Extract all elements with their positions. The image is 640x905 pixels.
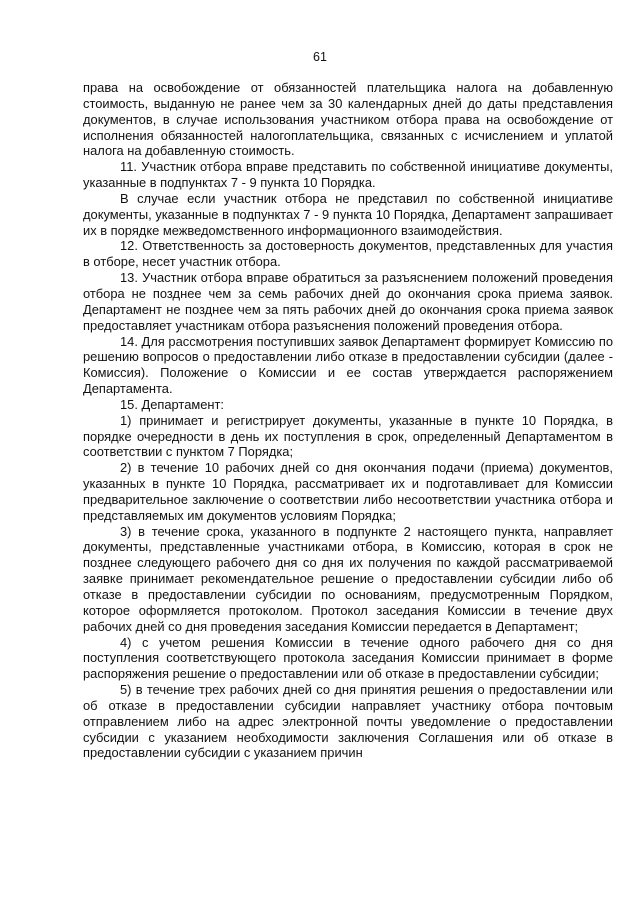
paragraph-subitem-2: 2) в течение 10 рабочих дней со дня окончания подачи (приема) документов, указанных в пункте 10 Порядка, рассматривает их и подготавливает для Комиссии предварительное заключение о соответствии либо несоответствии участника отбора и представляемых им документов условиям Порядка; bbox=[83, 460, 613, 523]
paragraph-item-15: 15. Департамент: bbox=[120, 396, 224, 412]
document-body bbox=[83, 80, 613, 761]
paragraph-subitem-4: 4) с учетом решения Комиссии в течение одного рабочего дня со дня поступления соответствующего протокола заседания Комиссии принимает в форме распоряжения решение о предоставлении или об отказе в предоставлении субсидии; bbox=[83, 634, 613, 682]
paragraph-item-11: 11. Участник отбора вправе представить по собственной инициативе документы, указанные в подпунктах 7 - 9 пункта 10 Порядка. bbox=[83, 159, 613, 191]
paragraph-item-14: 14. Для рассмотрения поступивших заявок Департамент формирует Комиссию по решению вопросов о предоставлении либо отказе в предоставлении субсидии (далее - Комиссия). Положение о Комиссии и ее состав утверждается распоряжением Департамента. bbox=[83, 333, 613, 397]
paragraph-subitem-1: 1) принимает и регистрирует документы, указанные в пункте 10 Порядка, в порядке очередности в день их поступления в срок, определенный Департаментом в соответствии с пунктом 7 Порядка; bbox=[83, 412, 613, 460]
paragraph-item-12: 12. Ответственность за достоверность документов, представленных для участия в отборе, несет участник отбора. bbox=[83, 238, 613, 270]
paragraph-continuation: права на освобождение от обязанностей плательщика налога на добавленную стоимость, выданную не ранее чем за 30 календарных дней до даты представления документов, в случае использования участником отбора права на освобождение от исполнения обязанностей налогоплательщика, связанных с исчислением и уплатой налога на добавленную стоимость. bbox=[83, 80, 613, 159]
page-number: 61 bbox=[313, 50, 327, 64]
paragraph-item-13: 13. Участник отбора вправе обратиться за разъяснением положений проведения отбора не позднее чем за семь рабочих дней до окончания срока приема заявок. Департамент не позднее чем за пять рабочих дней до окончания срока приема заявок предоставляет участникам отбора разъяснения положений проведения отбора. bbox=[83, 270, 613, 333]
paragraph-subitem-3: 3) в течение срока, указанного в подпункте 2 настоящего пункта, направляет документы, представленные участниками отбора, в Комиссию, которая в срок не позднее следующего рабочего дня со дня их получения по каждой рассматриваемой заявке принимает рекомендательное решение о предоставлении субсидии либо об отказе в предоставлении субсидии по основаниям, предусмотренным Порядком, которое оформляется протоколом. Протокол заседания Комиссии в течение двух рабочих дней со дня проведения заседания Комиссии передается в Департамент; bbox=[83, 523, 613, 634]
paragraph-subitem-5: 5) в течение трех рабочих дней со дня принятия решения о предоставлении или об отказе в предоставлении субсидии направляет участнику отбора почтовым отправлением либо на адрес электронной почты уведомление о предоставлении субсидии с указанием необходимости заключения Соглашения или об отказе в предоставлении субсидии с указанием причин bbox=[83, 682, 613, 761]
paragraph-item-11-note: В случае если участник отбора не представил по собственной инициативе документы, указанные в подпунктах 7 - 9 пункта 10 Порядка, Департамент запрашивает их в порядке межведомственного информационного взаимодействия. bbox=[83, 190, 613, 238]
